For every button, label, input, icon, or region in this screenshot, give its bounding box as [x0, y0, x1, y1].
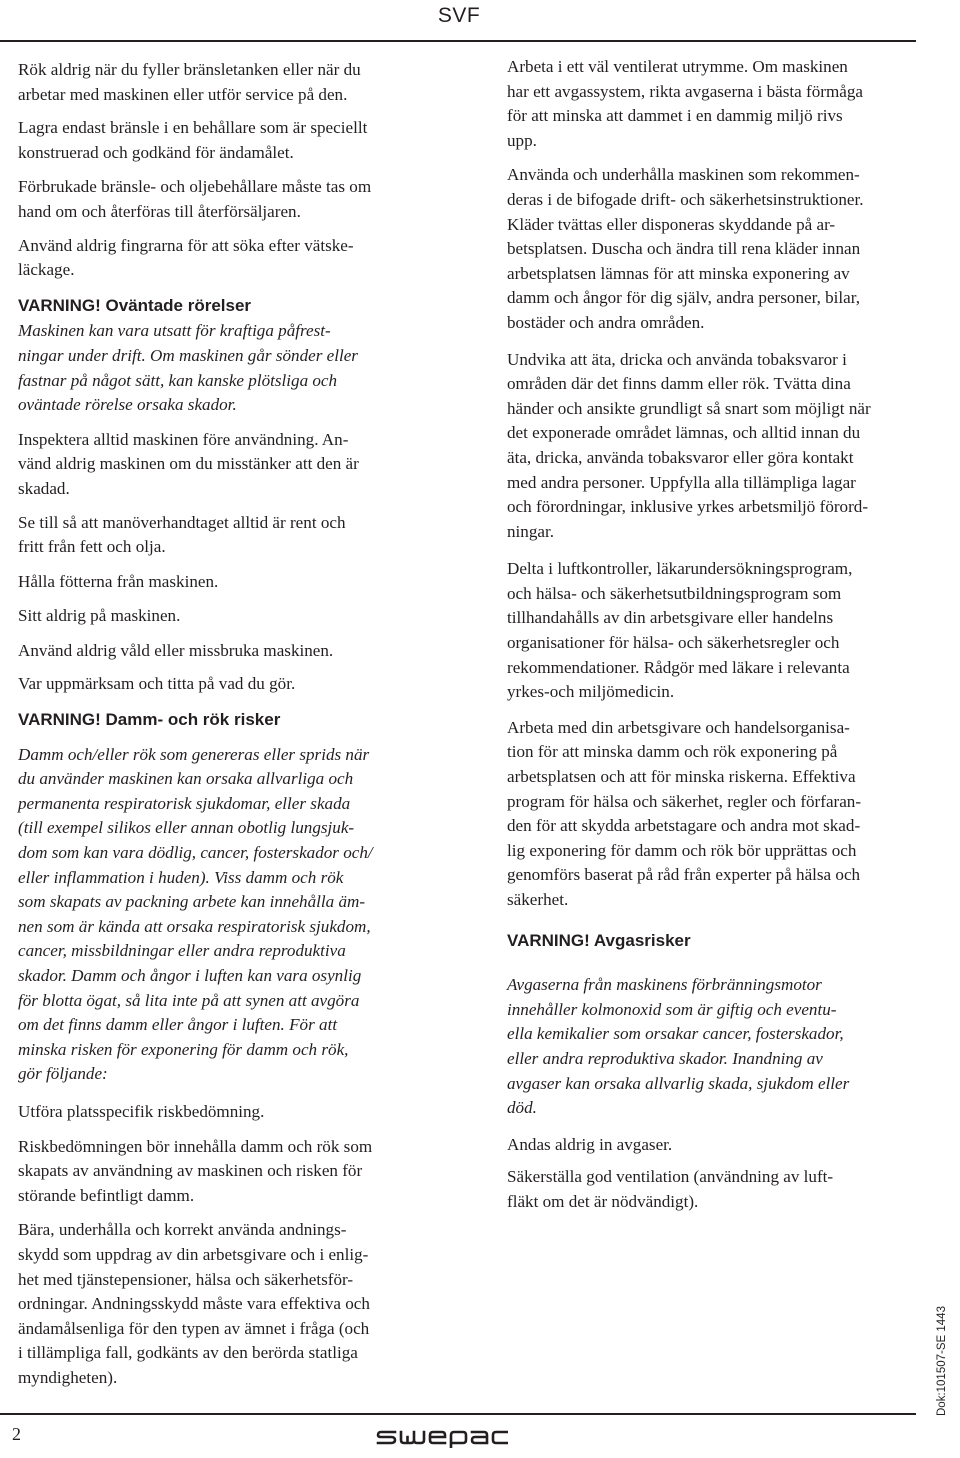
- paragraph: Rök aldrig när du fyller bränsletanken eller när du arbetar med maskinen eller utför service på den.: [18, 60, 361, 104]
- paragraph: Var uppmärksam och titta på vad du gör.: [18, 674, 296, 694]
- paragraph: Bära, underhålla och korrekt använda andnings- skydd som uppdrag av din arbetsgivare och i enlig- het med tjänstepensioner, hälsa och säkerhetsför- ordningar. Andningsskydd måste vara effektiva och ändamålsenliga för den typen av ämnet i fråga (och i tillämpliga fall, godkänts av den berörda statliga myndigheten).: [18, 1220, 370, 1387]
- paragraph: Undvika att äta, dricka och använda tobaksvaror i områden där det finns damm eller rök. Tvätta dina händer och ansikte grundligt så snart som möjligt när det exponerade området lämnas, och alltid innan du äta, dricka, använda tobaksvaror eller göra kontakt med andra personer. Uppfylla alla tillämpliga lagar och förordningar, inklusive yrkes arbetsmiljö förord- ningar.: [507, 349, 871, 541]
- paragraph: Riskbedömningen bör innehålla damm och rök som skapats av användning av maskinen och risken för störande befintligt damm.: [18, 1136, 373, 1205]
- paragraph: Förbrukade bränsle- och oljebehållare måste tas om hand om och återföras till återförsäljaren.: [18, 177, 372, 221]
- paragraph: Hålla fötterna från maskinen.: [18, 571, 219, 591]
- warning-heading: VARNING! Damm- och rök risker: [18, 710, 281, 730]
- right-column: [507, 0, 937, 1215]
- swepac-logo: [376, 1426, 508, 1448]
- paragraph: Använd aldrig våld eller missbruka maskinen.: [18, 640, 334, 660]
- paragraph: Utföra platsspecifik riskbedömning.: [18, 1101, 265, 1121]
- warning-text: Avgaserna från maskinens förbränningsmotor innehåller kolmonoxid som är giftig och eventu- ella kemikalier som orsakar cancer, fosterskador, eller andra reproduktiva skador. Inandning av avgaser kan orsaka allvarlig skada, sjukdom eller död.: [507, 975, 850, 1118]
- paragraph: Inspektera alltid maskinen före användning. An- vänd aldrig maskinen om du misstänker att den är skadad.: [18, 429, 359, 498]
- paragraph: Andas aldrig in avgaser.: [507, 1134, 673, 1154]
- paragraph: Delta i luftkontroller, läkarundersökningsprogram, och hälsa- och säkerhetsutbildningsprogram som tillhandahålls av din arbetsgivare eller handelns organisationer för hälsa- och säkerhetsregler och rekommendationer. Rådgör med läkare i relevanta yrkes-och miljömedicin.: [507, 559, 853, 702]
- paragraph: Se till så att manöverhandtaget alltid är rent och fritt från fett och olja.: [18, 512, 346, 557]
- footer-rule: [0, 1413, 916, 1415]
- warning-heading: VARNING! Avgasrisker: [507, 930, 691, 950]
- paragraph: Sitt aldrig på maskinen.: [18, 606, 181, 626]
- paragraph: Använda och underhålla maskinen som rekommen- deras i de bifogade drift- och säkerhetsinstruktioner. Kläder tvättas eller disponeras skyddande på ar- betsplatsen. Duscha och ändra till rena kläder innan arbetsplatsen lämnas för att minska exponering av damm och ångor för dig själv, andra personer, bilar, bostäder och andra områden.: [507, 165, 864, 332]
- warning-heading: VARNING! Oväntade rörelser: [18, 295, 252, 315]
- left-column: [18, 0, 458, 1391]
- paragraph: Arbeta i ett väl ventilerat utrymme. Om maskinen har ett avgassystem, rikta avgaserna i bästa förmåga för att minska att dammet i en dammig miljö rivs upp.: [507, 57, 863, 150]
- warning-text: Damm och/eller rök som genereras eller sprids när du använder maskinen kan orsaka allvarliga och permanenta respiratorisk sjukdomar, eller skada (till exempel silikos eller annan obotlig lungsjuk- dom som kan vara dödlig, cancer, fosterskador och/ eller inflammation i huden). Viss damm och rök som skapats av packning arbete kan innehålla äm- nen som är kända att orsaka respiratorisk sjukdom, cancer, missbildningar eller andra reproduktiva skador. Damm och ångor i luften kan vara osynlig för blotta ögat, så lita inte på att synen att avgöra om det finns damm eller ångor i luften. För att minska risken för exponering för damm och rök, gör följande:: [18, 744, 373, 1084]
- paragraph: Arbeta med din arbetsgivare och handelsorganisa- tion för att minska damm och rök exponering på arbetsplatsen och att för minska riskerna. Effektiva program för hälsa och säkerhet, regler och förfaran- den för att skydda arbetstagare och andra mot skad- lig exponering för damm och rök bör upprättas och genomförs baserat på råd från experter på hälsa och säkerhet.: [507, 717, 862, 909]
- language-code: SVF: [437, 4, 481, 27]
- paragraph: Säkerställa god ventilation (användning av luft- fläkt om det är nödvändigt).: [507, 1167, 834, 1211]
- warning-text: Maskinen kan vara utsatt för kraftiga påfrest- ningar under drift. Om maskinen går sönder eller fastnar på något sätt, kan kanske plötsliga och oväntade rörelse orsaka skador.: [18, 321, 358, 415]
- paragraph: Lagra endast bränsle i en behållare som är speciellt konstruerad och godkänd för ändamålet.: [18, 118, 368, 162]
- page-number: 2: [12, 1424, 21, 1444]
- paragraph: Använd aldrig fingrarna för att söka efter vätske- läckage.: [18, 235, 354, 280]
- document-reference: Dok:101507-SE 1443: [936, 1306, 948, 1416]
